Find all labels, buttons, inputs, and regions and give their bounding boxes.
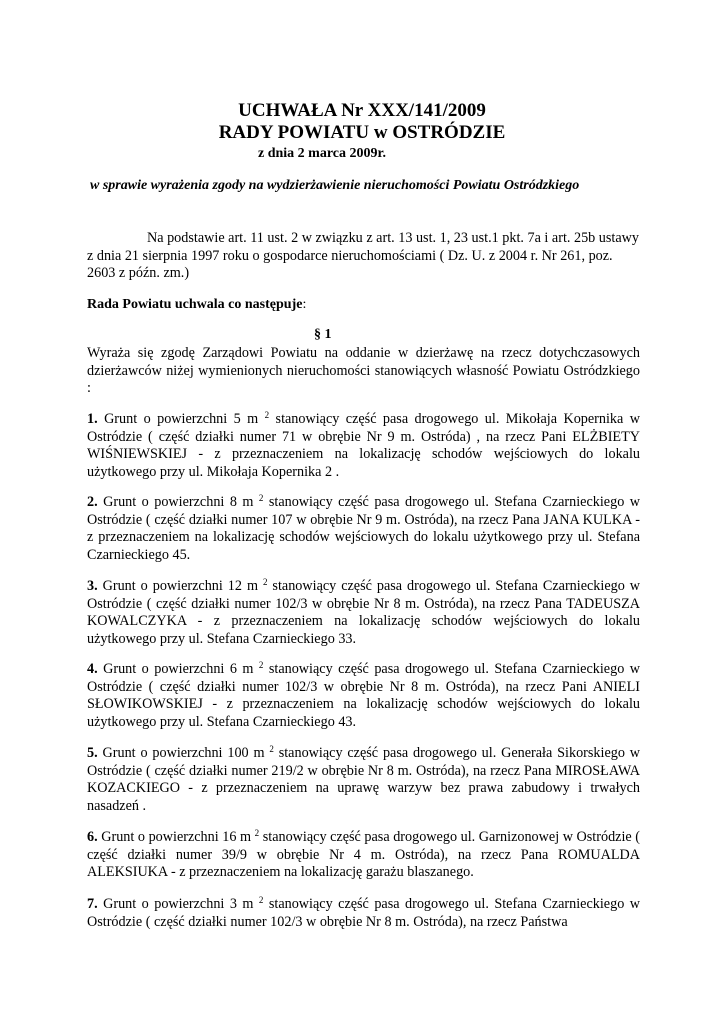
item-number: 6. — [87, 829, 98, 845]
list-item: 7. Grunt o powierzchni 3 m $^2$ stanowiący część pasa drogowego ul. Stefana Czarnieckiego w Ostródzie ( część działki numer 102/3 w obrębie Nr 8 m. Ostróda), na rzecz Państwa — [87, 895, 640, 930]
list-item: 5. Grunt o powierzchni 100 m $^2$ stanowiący część pasa drogowego ul. Generała Sikorskiego w Ostródzie ( część działki numer 219/2 w obrębie Nr 8 m. Ostróda), na rzecz Pana MIROSŁAWA KOZACKIEGO - z przeznaczeniem na uprawę warzyw bez prawa zabudowy i trwałych nasadzeń . — [87, 744, 641, 814]
legal-basis-text: Na podstawie art. 11 ust. 2 w związku z art. 13 ust. 1, 23 ust.1 pkt. 7a i art. 25b ustawy z dnia 21 sierpnia 1997 roku o gospodarce nieruchomościami ( Dz. U. z 2004 r. Nr 261, poz. 2603 z późn. zm.) — [87, 230, 640, 282]
item-number: 2. — [87, 494, 98, 510]
list-item: 1. Grunt o powierzchni 5 m $^2$ stanowiący część pasa drogowego ul. Mikołaja Kopernika w Ostródzie ( część działki numer 71 w obrębie Nr 9 m. Ostróda) , na rzecz Pani ELŻBIETY WIŚNIEWSKIEJ - z przeznaczeniem na lokalizację schodów wejściowych do lokalu użytkowego przy ul. Mikołaja Kopernika 2 . — [87, 410, 640, 480]
council-resolves: Rada Powiatu uchwala co następuje: — [87, 297, 307, 312]
item-number: 1. — [87, 411, 98, 427]
legal-basis — [87, 230, 640, 283]
list-item: 2. Grunt o powierzchni 8 m $^2$ stanowiący część pasa drogowego ul. Stefana Czarnieckiego w Ostródzie ( część działki numer 107 w obrębie Nr 9 m. Ostróda), na rzecz Pana JANA KULKA - z przeznaczeniem na lokalizację schodów wejściowych do lokalu użytkowego przy ul. Stefana Czarnieckiego 45. — [87, 493, 640, 563]
item-number: 3. — [87, 578, 98, 594]
item-number: 5. — [87, 745, 98, 761]
section-intro: Wyraża się zgodę Zarządowi Powiatu na oddanie w dzierżawę na rzecz dotychczasowych dzierżawców niżej wymienionych nieruchomości stanowiących własność Powiatu Ostródzkiego : — [87, 345, 640, 397]
list-item: 3. Grunt o powierzchni 12 m $^2$ stanowiący część pasa drogowego ul. Stefana Czarnieckiego w Ostródzie ( część działki numer 102/3 w obrębie Nr 8 m. Ostróda), na rzecz Pana TADEUSZA KOWALCZYKA - z przeznaczeniem na lokalizację schodów wejściowych do lokalu użytkowego przy ul. Stefana Czarnieckiego 33. — [87, 577, 641, 647]
section-mark: § 1 — [314, 327, 332, 342]
resolution-date: z dnia 2 marca 2009r. — [258, 146, 386, 161]
list-item: 6. Grunt o powierzchni 16 m $^2$ stanowiący część pasa drogowego ul. Garnizonowej w Ostródzie ( część działki numer 39/9 w obrębie Nr 4 m. Ostróda), na rzecz Pana ROMUALDA ALEKSIUKA - z przeznaczeniem na lokalizację garażu blaszanego. — [87, 828, 640, 881]
item-number: 7. — [87, 896, 98, 912]
list-item: 4. Grunt o powierzchni 6 m $^2$ stanowiący część pasa drogowego ul. Stefana Czarnieckiego w Ostródzie ( część działki numer 102/3 w obrębie Nr 8 m. Ostróda), na rzecz Pani ANIELI SŁOWIKOWSKIEJ - z przeznaczeniem na lokalizację schodów wejściowych do lokalu użytkowego przy ul. Stefana Czarnieckiego 43. — [87, 660, 640, 730]
item-number: 4. — [87, 661, 98, 677]
resolution-subject: w sprawie wyrażenia zgody na wydzierżawienie nieruchomości Powiatu Ostródzkiego — [90, 178, 580, 193]
resolution-title: UCHWAŁA Nr XXX/141/2009 — [238, 100, 486, 121]
council-name: RADY POWIATU w OSTRÓDZIE — [218, 122, 506, 143]
